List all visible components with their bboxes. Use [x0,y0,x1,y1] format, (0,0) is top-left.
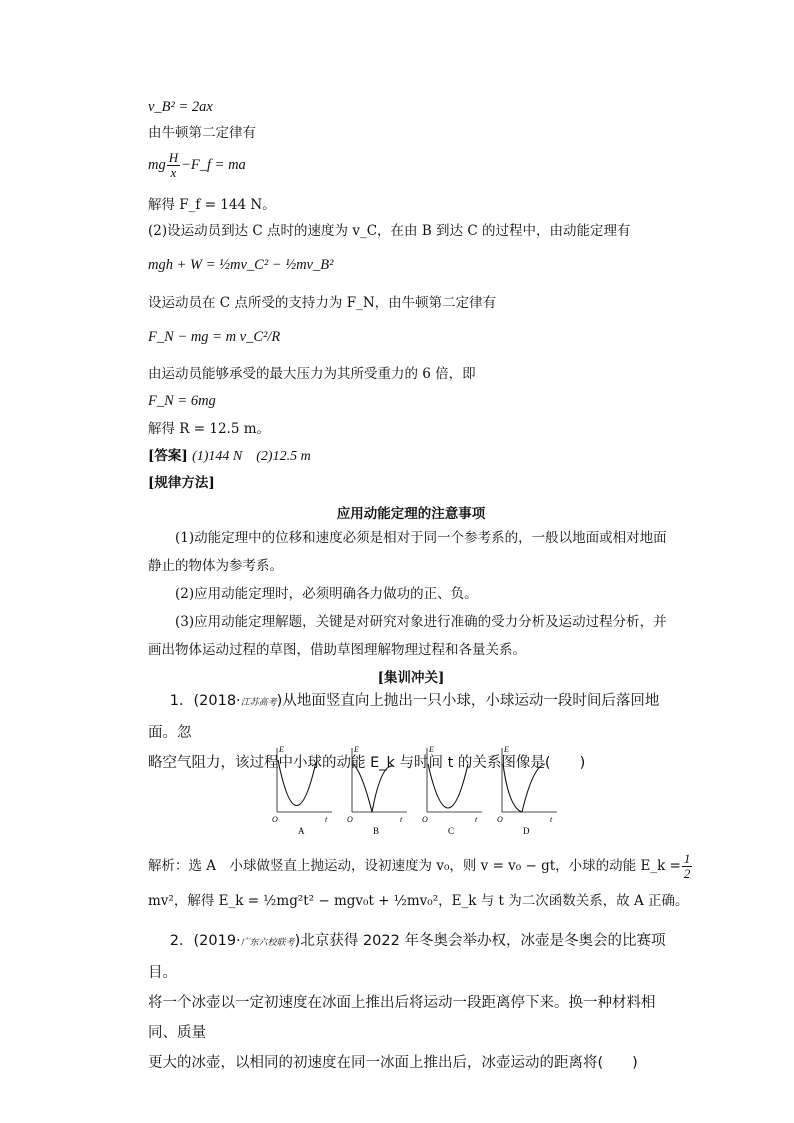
svg-text:t: t [475,815,478,824]
method-item-1: (1)动能定理中的位移和速度必须是相对于同一个参考系的，一般以地面或相对地面静止的物体为参考系。 [148,530,667,574]
option-label-a: A [298,826,305,836]
equation-vb: v_B² = 2ax [148,99,213,115]
answer-text: (1)144 N (2)12.5 m [192,449,311,464]
max-force-text: 由运动员能够承受的最大压力为其所受重力的 6 倍，即 [148,366,476,382]
equation-fn: F_N = 6mg [148,393,216,409]
answer-label: [答案] [148,448,188,464]
svg-text:t: t [550,815,553,824]
svg-text:E: E [504,745,509,754]
question-1: 1．(2018·江苏高考)从地面竖直向上抛出一只小球，小球运动一段时间后落回地面。忽 略空气阻力，该过程中小球的动能 E_k 与时间 t 的关系图像是( ) [148,693,660,771]
graph-option-a [270,742,334,840]
method-item-3: (3)应用动能定理解题，关键是对研究对象进行准确的受力分析及运动过程分析，并画出物体运动过程的草图，借助草图理解物理过程和各量关系。 [148,614,667,658]
svg-text:E: E [279,745,284,754]
answer-line [148,447,311,466]
newton-intro: 由牛顿第二定律有 [148,125,256,141]
analysis-line-1: 解析：选 A 小球做竖直上抛运动，设初速度为 v₀，则 v = v₀ − gt，小球的动能 E_k = $\frac{1}{2}$ [148,851,691,881]
option-label-d: D [523,826,530,836]
method-title: 应用动能定理的注意事项 [336,506,486,522]
equation-energy: mgh + W = ½mv_C² − ½mv_B² [148,257,334,273]
r-result: 解得 R = 12.5 m。 [148,421,271,437]
svg-text:E: E [429,745,434,754]
equation-mg-h-x: mg $\frac{H}{x}$ −F_f = ma [148,150,246,180]
option-label-c: C [448,826,455,836]
support-intro: 设运动员在 C 点所受的支持力为 F_N，由牛顿第二定律有 [148,295,497,311]
svg-text:t: t [400,815,403,824]
question-2: 2．(2019·广东六校联考)北京获得 2022 年冬奥会举办权，冰壶是冬奥会的比赛项目。 将一个冰壶以一定初速度在冰面上推出后将运动一段距离停下来。换一种材料相同、质量 更大的冰壶，以相同的初速度在同一冰面上推出后，冰壶运动的距离将( ) [148,933,666,1071]
svg-text:O: O [497,815,503,824]
equation-centripetal: F_N − mg = m v_C²/R [148,329,281,345]
graph-option-b [345,742,409,840]
svg-text:O: O [347,815,353,824]
source-tag: 广东六校联考 [240,938,295,948]
svg-text:t: t [325,815,328,824]
analysis-line-2: mv²，解得 E_k = ½mg²t² − mgv₀t + ½mv₀²，E_k 与 t 为二次函数关系，故 A 正确。 [148,893,689,909]
method-label: [规律方法] [148,475,215,491]
svg-text:O: O [422,815,428,824]
practice-header: [集训冲关] [377,670,445,686]
graph-option-d [495,742,559,840]
part2-intro: (2)设运动员到达 C 点时的速度为 v_C，在由 B 到达 C 的过程中，由动能定理有 [148,223,631,239]
method-item-2: (2)应用动能定理时，必须明确各力做功的正、负。 [175,586,478,602]
ff-result: 解得 F_f = 144 N。 [148,197,276,213]
source-tag: 江苏高考 [240,698,277,708]
svg-text:O: O [272,815,278,824]
option-label-b: B [373,826,380,836]
graph-option-c [420,742,484,840]
svg-text:E: E [354,745,359,754]
